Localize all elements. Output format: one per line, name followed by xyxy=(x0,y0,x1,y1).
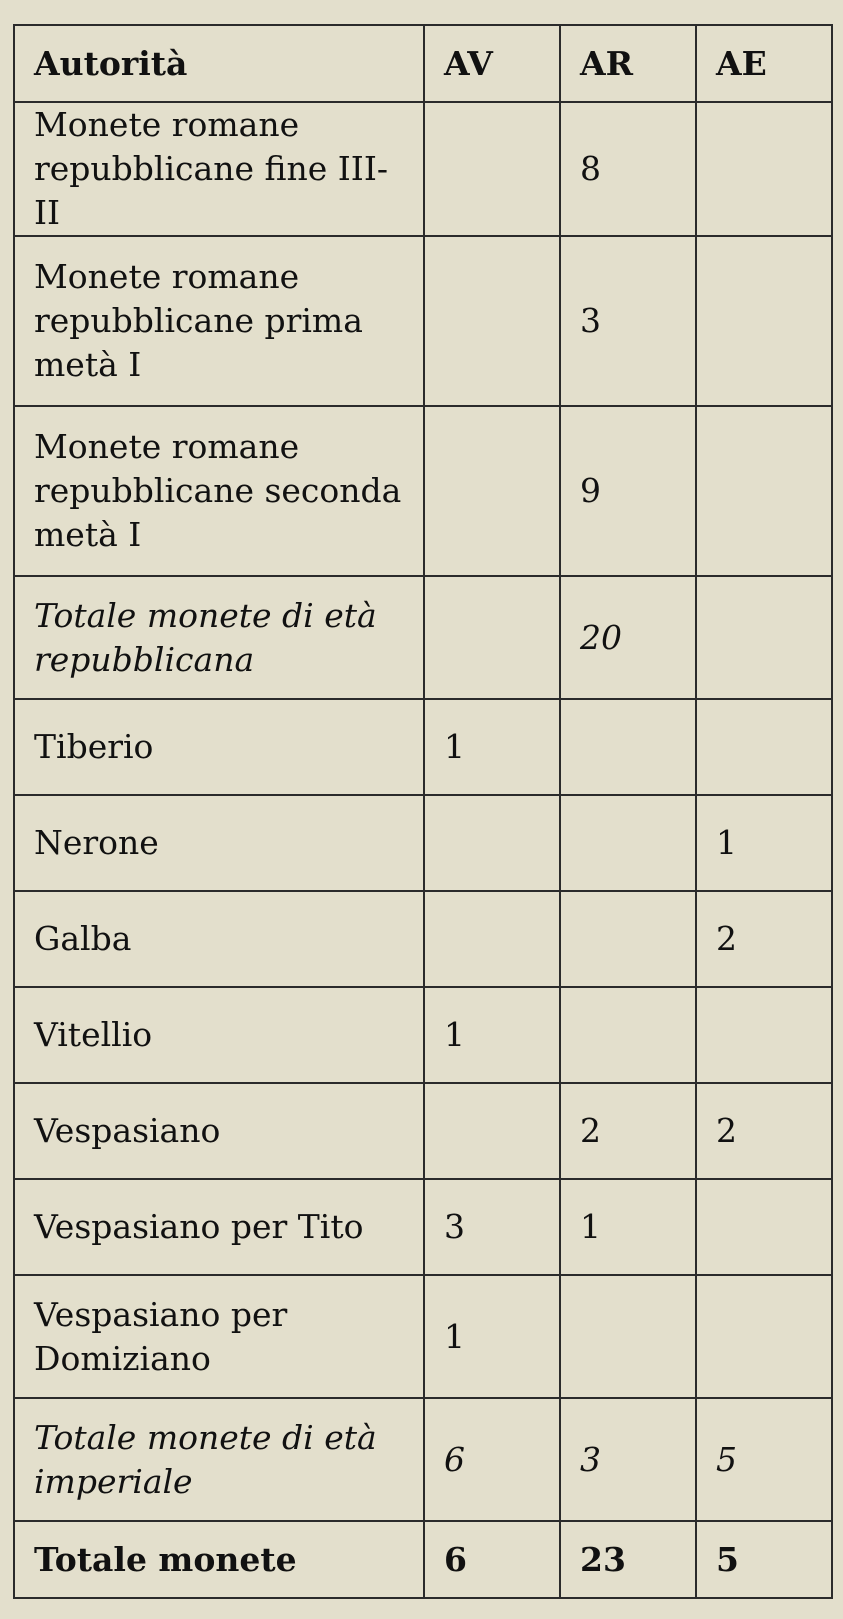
cell-ar: 3 xyxy=(560,1398,696,1521)
cell-av xyxy=(424,236,560,406)
cell-av: 6 xyxy=(424,1521,560,1598)
cell-av xyxy=(424,406,560,576)
header-ae: AE xyxy=(696,25,832,102)
cell-autorita: Monete romane repubblicane seconda metà I xyxy=(14,406,424,576)
table-header-row xyxy=(14,25,832,102)
cell-ae: 1 xyxy=(696,795,832,891)
header-autorita: Autorità xyxy=(14,25,424,102)
cell-av xyxy=(424,1083,560,1179)
cell-ae: 2 xyxy=(696,1083,832,1179)
cell-autorita: Vespasiano xyxy=(14,1083,424,1179)
table-row xyxy=(14,236,832,406)
coin-table xyxy=(13,24,833,1599)
cell-ae: 5 xyxy=(696,1521,832,1598)
cell-av xyxy=(424,795,560,891)
cell-autorita: Totale monete di età imperiale xyxy=(14,1398,424,1521)
cell-autorita: Vitellio xyxy=(14,987,424,1083)
cell-ar: 8 xyxy=(560,102,696,236)
cell-ar: 1 xyxy=(560,1179,696,1275)
cell-autorita: Monete romane repubblicane fine III-II xyxy=(14,102,424,236)
cell-ar: 9 xyxy=(560,406,696,576)
cell-ar xyxy=(560,795,696,891)
cell-av xyxy=(424,576,560,699)
table-row xyxy=(14,406,832,576)
cell-ar: 3 xyxy=(560,236,696,406)
cell-ar xyxy=(560,891,696,987)
subtotal-row-imperial xyxy=(14,1398,832,1521)
table-row xyxy=(14,891,832,987)
cell-ar: 2 xyxy=(560,1083,696,1179)
cell-av xyxy=(424,102,560,236)
cell-autorita: Galba xyxy=(14,891,424,987)
cell-ar xyxy=(560,987,696,1083)
cell-ae xyxy=(696,406,832,576)
cell-autorita: Vespasiano per Domiziano xyxy=(14,1275,424,1398)
table-row xyxy=(14,102,832,236)
subtotal-row-republican xyxy=(14,576,832,699)
cell-ar: 20 xyxy=(560,576,696,699)
cell-autorita: Vespasiano per Tito xyxy=(14,1179,424,1275)
cell-autorita: Tiberio xyxy=(14,699,424,795)
header-ar: AR xyxy=(560,25,696,102)
cell-av: 1 xyxy=(424,987,560,1083)
cell-ae xyxy=(696,699,832,795)
cell-ae xyxy=(696,1179,832,1275)
grand-total-row xyxy=(14,1521,832,1598)
cell-av: 1 xyxy=(424,699,560,795)
cell-av xyxy=(424,891,560,987)
cell-ae xyxy=(696,236,832,406)
cell-ar xyxy=(560,699,696,795)
table-row xyxy=(14,1083,832,1179)
cell-av: 1 xyxy=(424,1275,560,1398)
table-row xyxy=(14,795,832,891)
cell-autorita: Totale monete xyxy=(14,1521,424,1598)
cell-ae xyxy=(696,102,832,236)
cell-autorita: Totale monete di età repubblicana xyxy=(14,576,424,699)
table-row xyxy=(14,1275,832,1398)
cell-av: 6 xyxy=(424,1398,560,1521)
cell-autorita: Nerone xyxy=(14,795,424,891)
table-row xyxy=(14,1179,832,1275)
table-row xyxy=(14,699,832,795)
cell-ae: 2 xyxy=(696,891,832,987)
cell-ae xyxy=(696,1275,832,1398)
cell-ae xyxy=(696,987,832,1083)
cell-ar xyxy=(560,1275,696,1398)
table-row xyxy=(14,987,832,1083)
cell-ae xyxy=(696,576,832,699)
header-av: AV xyxy=(424,25,560,102)
cell-ae: 5 xyxy=(696,1398,832,1521)
cell-autorita: Monete romane repubblicane prima metà I xyxy=(14,236,424,406)
cell-ar: 23 xyxy=(560,1521,696,1598)
cell-av: 3 xyxy=(424,1179,560,1275)
